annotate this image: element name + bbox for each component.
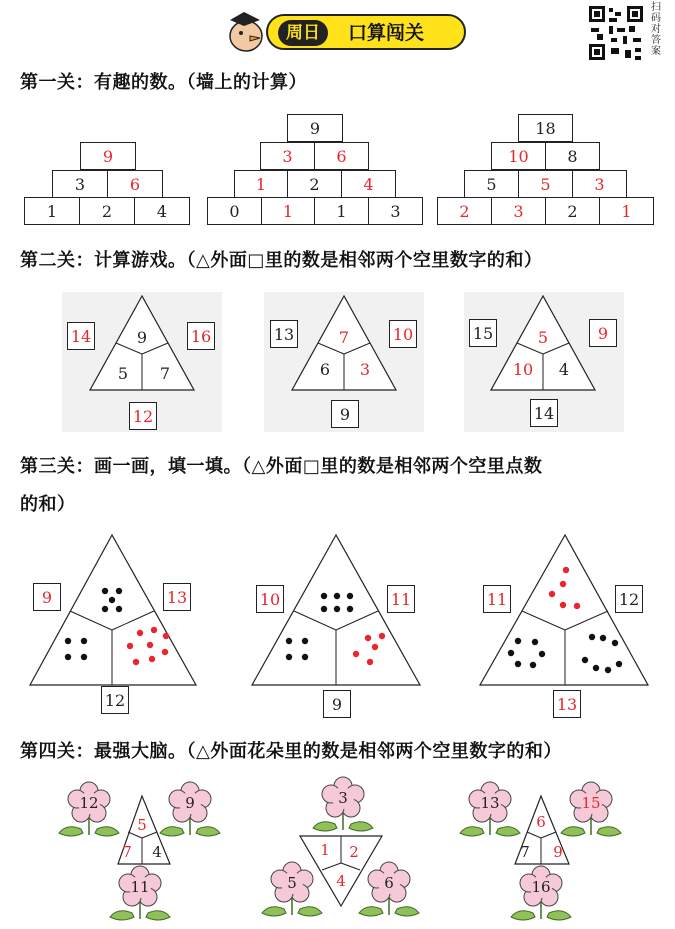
- pyramid2-cell: 2: [287, 170, 342, 198]
- given-box-bottom: 9: [331, 400, 359, 428]
- dot-answer-box-left[interactable]: 9: [33, 583, 61, 611]
- pyramid3-cell: 8: [545, 142, 600, 170]
- pyramid3-cell: 2: [437, 197, 492, 225]
- pyramid2-cell: 4: [341, 170, 396, 198]
- answer-box-right[interactable]: 10: [389, 320, 417, 348]
- dot-given-box-bottom: 12: [101, 686, 129, 714]
- flower-triangle-top: 6: [536, 813, 546, 831]
- given-box-left: 13: [270, 320, 298, 348]
- triangle-right-value: 7: [159, 364, 171, 383]
- flower-triangle-right: 9: [553, 843, 563, 861]
- triangle-top-value: 9: [136, 328, 148, 347]
- flower-triangle-bottom: 4: [336, 872, 346, 890]
- dot-answer-box-left[interactable]: 11: [483, 585, 511, 613]
- flower-value-bottom: 16: [531, 878, 551, 896]
- dot-answer-box-right[interactable]: 11: [387, 585, 415, 613]
- pyramid3-cell: 18: [518, 114, 573, 142]
- triangle-right-value: 3: [359, 360, 371, 379]
- dot-answer-box-bottom[interactable]: 13: [553, 690, 581, 718]
- flower-triangle-left: 7: [520, 843, 530, 861]
- flower-triangle-left: 7: [122, 843, 132, 861]
- answer-box-right[interactable]: 16: [187, 322, 215, 350]
- pyramid1-cell: 6: [107, 170, 163, 198]
- level3-title-line2: 的和）: [20, 494, 76, 515]
- page-title: 口算闯关: [348, 22, 425, 44]
- flower-triangle-right: 2: [349, 843, 359, 861]
- flower-triangle-top: 5: [137, 816, 147, 834]
- pyramid3-cell: 3: [572, 170, 627, 198]
- answer-box-bottom[interactable]: 12: [129, 402, 157, 430]
- pyramid3-cell: 3: [491, 197, 546, 225]
- flower-value-right: 9: [185, 794, 195, 812]
- pyramid3-cell: 2: [545, 197, 600, 225]
- flower-value-left: 13: [480, 794, 500, 812]
- pyramid1-cell: 3: [52, 170, 108, 198]
- pyramid3-cell: 5: [518, 170, 573, 198]
- qr-caption: 扫码对答案: [651, 2, 661, 57]
- given-box-left: 15: [469, 319, 497, 347]
- dot-answer-box-right[interactable]: 13: [163, 583, 191, 611]
- answer-box-right[interactable]: 9: [589, 319, 617, 347]
- pyramid2-cell: 1: [314, 197, 369, 225]
- given-box-bottom: 14: [530, 399, 558, 427]
- day-label: 周日: [278, 20, 328, 46]
- dot-given-box-bottom: 9: [323, 690, 351, 718]
- pyramid1-cell: 9: [80, 142, 136, 170]
- triangle-right-value: 4: [558, 360, 570, 379]
- level4-title: 第四关：最强大脑。（△外面花朵里的数是相邻两个空里数字的和）: [20, 741, 562, 762]
- flower-value-left: 12: [79, 794, 99, 812]
- level2-title: 第二关：计算游戏。（△外面□里的数是相邻两个空里数字的和）: [20, 250, 543, 271]
- pyramid1-cell: 1: [24, 197, 80, 225]
- triangle-left-value: 5: [117, 364, 129, 383]
- pyramid2-cell: 1: [261, 197, 315, 225]
- dot-answer-box-left[interactable]: 10: [256, 585, 284, 613]
- pyramid3-cell: 5: [464, 170, 519, 198]
- pyramid2-cell: 9: [287, 114, 343, 142]
- flower-value-bottom: 11: [130, 878, 150, 896]
- pyramid1-cell: 4: [134, 197, 190, 225]
- triangle-left-value: 6: [319, 360, 331, 379]
- pyramid1-cell: 2: [79, 197, 135, 225]
- triangle-top-value: 7: [338, 328, 350, 347]
- answer-box-left[interactable]: 14: [67, 322, 95, 350]
- triangle-left-value: 10: [512, 360, 534, 379]
- level1-title: 第一关：有趣的数。（墙上的计算）: [20, 72, 307, 93]
- pyramid2-cell: 3: [368, 197, 423, 225]
- triangle-top-value: 5: [537, 328, 549, 347]
- pyramid2-cell: 3: [260, 142, 315, 170]
- pyramid2-cell: 0: [207, 197, 262, 225]
- dot-given-box-right: 12: [615, 585, 643, 613]
- pyramid3-cell: 10: [491, 142, 546, 170]
- flower-value-top: 3: [338, 789, 348, 807]
- pyramid2-cell: 6: [314, 142, 369, 170]
- pyramid2-cell: 1: [234, 170, 288, 198]
- flower-value-left: 5: [287, 874, 297, 892]
- pyramid3-cell: 1: [599, 197, 654, 225]
- flower-value-right: 15: [581, 794, 601, 812]
- flower-triangle-right: 4: [152, 843, 162, 861]
- flower-triangle-left: 1: [320, 841, 330, 859]
- level3-title-line1: 第三关：画一画，填一填。（△外面□里的数是相邻两个空里点数: [20, 456, 543, 477]
- flower-value-right: 6: [384, 874, 394, 892]
